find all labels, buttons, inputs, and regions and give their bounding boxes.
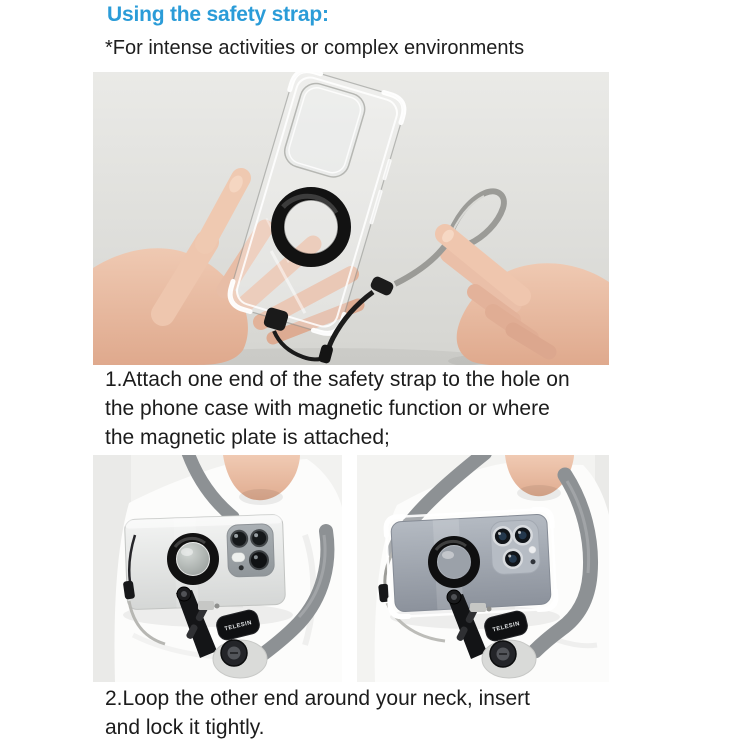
step-1-line-3: the magnetic plate is attached; (105, 426, 390, 449)
right-hand (449, 254, 609, 365)
attach-strap-illustration (93, 72, 609, 365)
step-2-text (105, 684, 665, 742)
flash (232, 553, 245, 562)
clamp-latch (198, 601, 214, 610)
usage-note: *For intense activities or complex environments (105, 37, 525, 59)
magnetic-ring (172, 538, 215, 581)
photo-wear-neck-left (93, 455, 342, 682)
step-1-text (105, 365, 665, 452)
neck-mount-right-illustration (357, 455, 609, 682)
step-2-line-2: and lock it tightly. (105, 716, 265, 739)
camera-module (227, 524, 275, 578)
brand-label: TELESIN (224, 619, 253, 633)
camera-module (490, 519, 541, 574)
magnetic-ring (433, 541, 476, 584)
flash (529, 546, 536, 553)
step-1-line-1: 1.Attach one end of the safety strap to the hole on (105, 368, 570, 391)
page-title: Using the safety strap: (107, 3, 329, 26)
photo-attach-strap (93, 72, 609, 365)
step-1-line-2: the phone case with magnetic function or where (105, 397, 550, 420)
clamp-latch (470, 603, 486, 612)
neck-mount-left-illustration (93, 455, 342, 682)
step-2-line-1: 2.Loop the other end around your neck, insert (105, 687, 530, 710)
photo-wear-neck-right (357, 455, 609, 682)
wearing-photos-row (93, 455, 609, 682)
brand-label: TELESIN (492, 620, 521, 634)
